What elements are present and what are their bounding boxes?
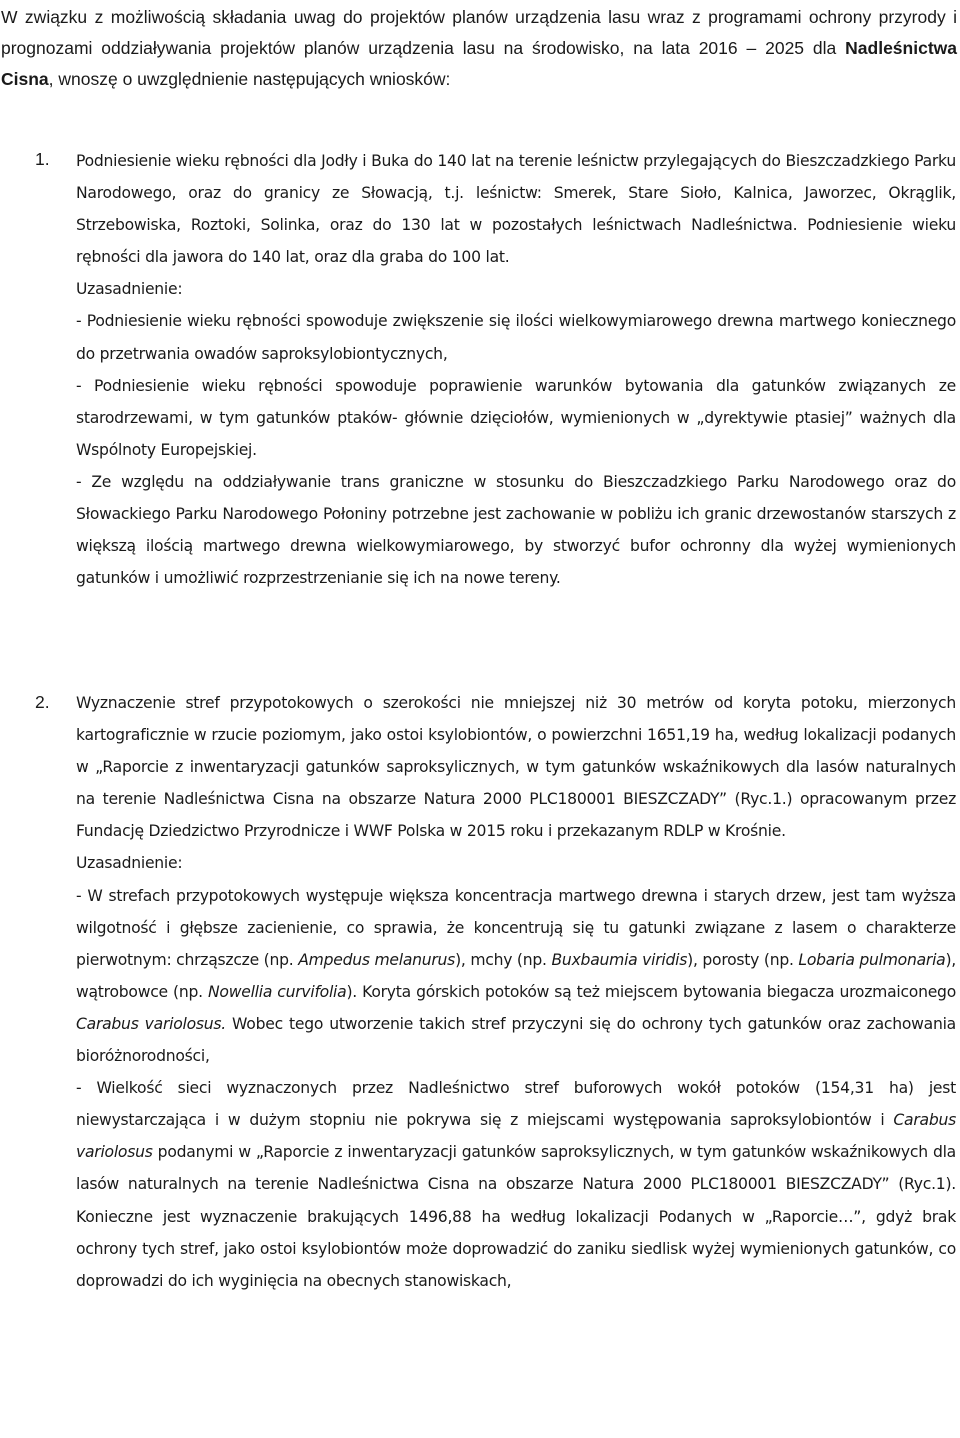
intro-text-start: W związku z możliwością składania uwag do projektów planów urządzenia lasu wraz z programami ochrony przyrody i prognozami oddziaływania projektów planów urządzenia lasu na środowisko, na lata 2016 – 2025 dla (1, 7, 957, 58)
text-run: - W strefach przypotokowych występuje większa koncentracja martwego drewna i starych drzew, jest tam wyższa wilgotność i głębsze zacienienie, co sprawia, że koncentrują się tu gatunki związane z lasem o charakterze pierwotnym: chrząszcze (np. (76, 886, 956, 969)
intro-paragraph (1, 2, 957, 95)
text-run: ), porosty (np. (687, 950, 799, 969)
text-run: Wobec tego utworzenie takich stref przyczyni się do ochrony tych gatunków oraz zachowania bioróżnorodności, (76, 1014, 956, 1066)
text-run: ), wątrobowce (np. (76, 950, 957, 1001)
species-name: Nowellia curvifolia (208, 982, 347, 1001)
text-run: podanymi w „Raporcie z inwentaryzacji gatunków saproksylicznych, w tym gatunków wskaźnikowych dla lasów naturalnych na terenie Nadleśnictwa Cisna na obszarze Natura 2000 PLC180001 BIESZCZADY” (Ryc.1). Konieczne jest wyznaczenie brakujących 1496,88 ha według lokalizacji Podanych w „Raporcie…”, gdyż brak ochrony tych stref, jako ostoi ksylobiontów może doprowadzić do zaniku siedlisk wyżej wymienionych gatunków, co doprowadzi do ich wyginięcia na obecnych stanowiskach, (76, 1143, 956, 1290)
item-2-body (76, 687, 956, 1297)
item-1-number: 1. (35, 149, 50, 169)
item-2-number: 2. (35, 692, 50, 712)
forest-district-name: Nadleśnictwa Cisna (1, 38, 957, 89)
text-run: - Wielkość sieci wyznaczonych przez Nadleśnictwo stref buforowych wokół potoków (154,31 ha) jest niewystarczająca i w dużym stopniu nie pokrywa się z miejscami występowania saproksylobiontów i (76, 1079, 956, 1130)
item-2-proposal: Wyznaczenie stref przypotokowych o szerokości nie mniejszej niż 30 metrów od koryta potoku, mierzonych kartograficznie w rzucie poziomym, jako ostoi ksylobiontów, o powierzchni 1651,19 ha, według lokalizacji podanych w „Raporcie z inwentaryzacji gatunków saproksylicznych, w tym gatunków wskaźnikowych dla lasów naturalnych na terenie Nadleśnictwa Cisna na obszarze Natura 2000 PLC180001 BIESZCZADY” (Ryc.1.) opracowanym przez Fundację Dziedzictwo Przyrodnicze i WWF Polska w 2015 roku i przekazanym RDLP w Krośnie. (76, 694, 956, 841)
species-name: Lobaria pulmonaria (798, 950, 946, 969)
intro-text-end: , wnoszę o uwzględnienie następujących wniosków: (48, 69, 451, 89)
species-name: Carabus variolosus (76, 1111, 956, 1162)
item-1-body (76, 145, 956, 594)
species-name: Buxbaumia viridis (551, 950, 688, 969)
text-run: ). Koryta górskich potoków są też miejscem bytowania biegacza urozmaiconego (346, 982, 956, 1001)
item-1-justification-heading: Uzasadnienie: (76, 280, 183, 299)
text-run: ), mchy (np. (455, 950, 552, 969)
item-2-reason-2 (76, 1072, 956, 1297)
item-1-reason-1: - Podniesienie wieku rębności spowoduje zwiększenie się ilości wielkowymiarowego drewna martwego koniecznego do przetrwania owadów saproksylobiontycznych, (76, 312, 956, 363)
species-name: Ampedus melanurus (298, 950, 456, 969)
item-1-reason-2: - Podniesienie wieku rębności spowoduje poprawienie warunków bytowania dla gatunków związanych ze starodrzewami, w tym gatunków ptaków- głównie dzięciołów, wymienionych w „dyrektywie ptasiej” ważnych dla Wspólnoty Europejskiej. (76, 376, 956, 459)
item-2-reason-1 (76, 880, 956, 1073)
item-1-reason-3: - Ze względu na oddziaływanie trans graniczne w stosunku do Bieszczadzkiego Parku Narodowego oraz do Słowackiego Parku Narodowego Połoniny potrzebne jest zachowanie w pobliżu ich granic drzewostanów starszych z większą ilością martwego drewna wielkowymiarowego, by stworzyć bufor ochronny dla wyżej wymienionych gatunków i umożliwić rozprzestrzenianie się ich na nowe tereny. (76, 472, 956, 588)
item-1-proposal: Podniesienie wieku rębności dla Jodły i Buka do 140 lat na terenie leśnictw przylegających do Bieszczadzkiego Parku Narodowego, oraz do granicy ze Słowacją, t.j. leśnictw: Smerek, Stare Sioło, Kalnica, Jaworzec, Okrąglik, Strzebowiska, Roztoki, Solinka, oraz do 130 lat w pozostałych leśnictwach Nadleśnictwa. Podniesienie wieku rębności dla jawora do 140 lat, oraz dla graba do 100 lat. (76, 152, 956, 267)
species-name: Carabus variolosus. (76, 1014, 226, 1033)
item-2-justification-heading: Uzasadnienie: (76, 854, 183, 873)
